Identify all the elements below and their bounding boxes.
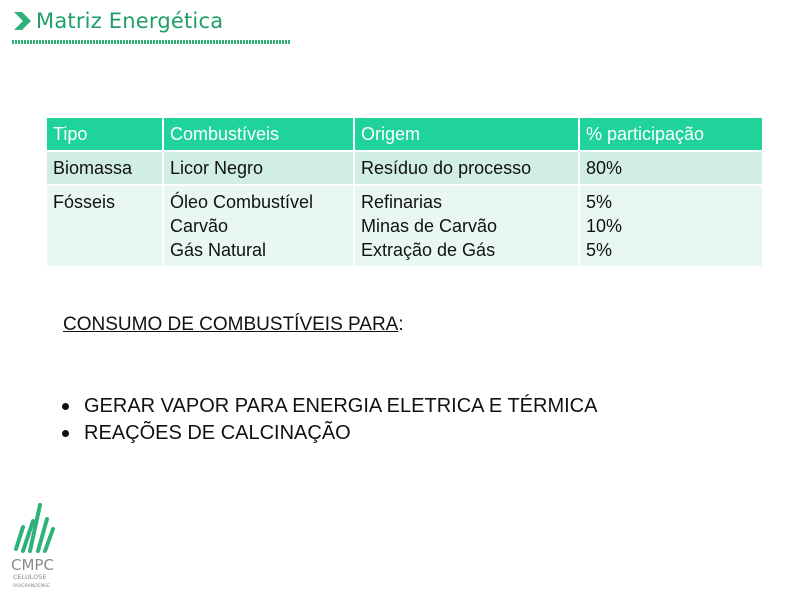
header-cell-tipo: Tipo xyxy=(46,117,163,151)
cell-line: Licor Negro xyxy=(170,158,264,178)
cell-line: Refinarias xyxy=(361,192,443,212)
bullet-dot-icon xyxy=(62,430,69,437)
cell-line: Carvão xyxy=(170,216,229,236)
logo-sub2: RIOGRANDENSE xyxy=(13,584,51,589)
cell-origem xyxy=(354,151,579,185)
cell-line: Gás Natural xyxy=(170,240,267,260)
consumo-heading xyxy=(63,314,404,336)
cell-line: 5% xyxy=(586,192,613,212)
cell-participacao xyxy=(579,151,763,185)
cell-line: 5% xyxy=(586,240,613,260)
list-item xyxy=(62,420,597,447)
chevron-right-icon xyxy=(10,9,34,33)
header-cell-origem: Origem xyxy=(354,117,579,151)
cell-line: Extração de Gás xyxy=(361,240,496,260)
cell-line: 80% xyxy=(586,158,623,178)
page-title: Matriz Energética xyxy=(36,9,224,33)
energy-matrix-table xyxy=(45,116,764,268)
header-cell-combustiveis: Combustíveis xyxy=(163,117,354,151)
header-cell-participacao: % participação xyxy=(579,117,763,151)
cell-line: Óleo Combustível xyxy=(170,192,314,212)
consumo-heading-text: CONSUMO DE COMBUSTÍVEIS PARA xyxy=(63,314,399,335)
cell-participacao xyxy=(579,185,763,267)
table-header-row xyxy=(46,117,763,151)
cell-tipo: Fósseis xyxy=(46,185,163,267)
table-row xyxy=(46,151,763,185)
cell-line: Resíduo do processo xyxy=(361,158,532,178)
cell-combustiveis xyxy=(163,185,354,267)
consumo-heading-colon: : xyxy=(398,314,404,335)
table-row xyxy=(46,185,763,267)
cell-combustiveis xyxy=(163,151,354,185)
cell-line: Minas de Carvão xyxy=(361,216,498,236)
logo-name: CMPC xyxy=(11,556,54,574)
list-item-text: REAÇÕES DE CALCINAÇÃO xyxy=(84,422,351,444)
logo-sub1: CELULOSE xyxy=(13,573,47,581)
cell-tipo: Biomassa xyxy=(46,151,163,185)
list-item-text: GERAR VAPOR PARA ENERGIA ELETRICA E TÉRMICA xyxy=(84,395,598,417)
cmpc-logo xyxy=(10,497,60,589)
cell-origem xyxy=(354,185,579,267)
list-item xyxy=(62,393,597,420)
title-dotted-underline xyxy=(12,40,290,44)
bullet-dot-icon xyxy=(62,403,69,410)
slide-header xyxy=(10,6,223,36)
bullet-list xyxy=(62,393,597,447)
cell-line: 10% xyxy=(586,216,623,236)
